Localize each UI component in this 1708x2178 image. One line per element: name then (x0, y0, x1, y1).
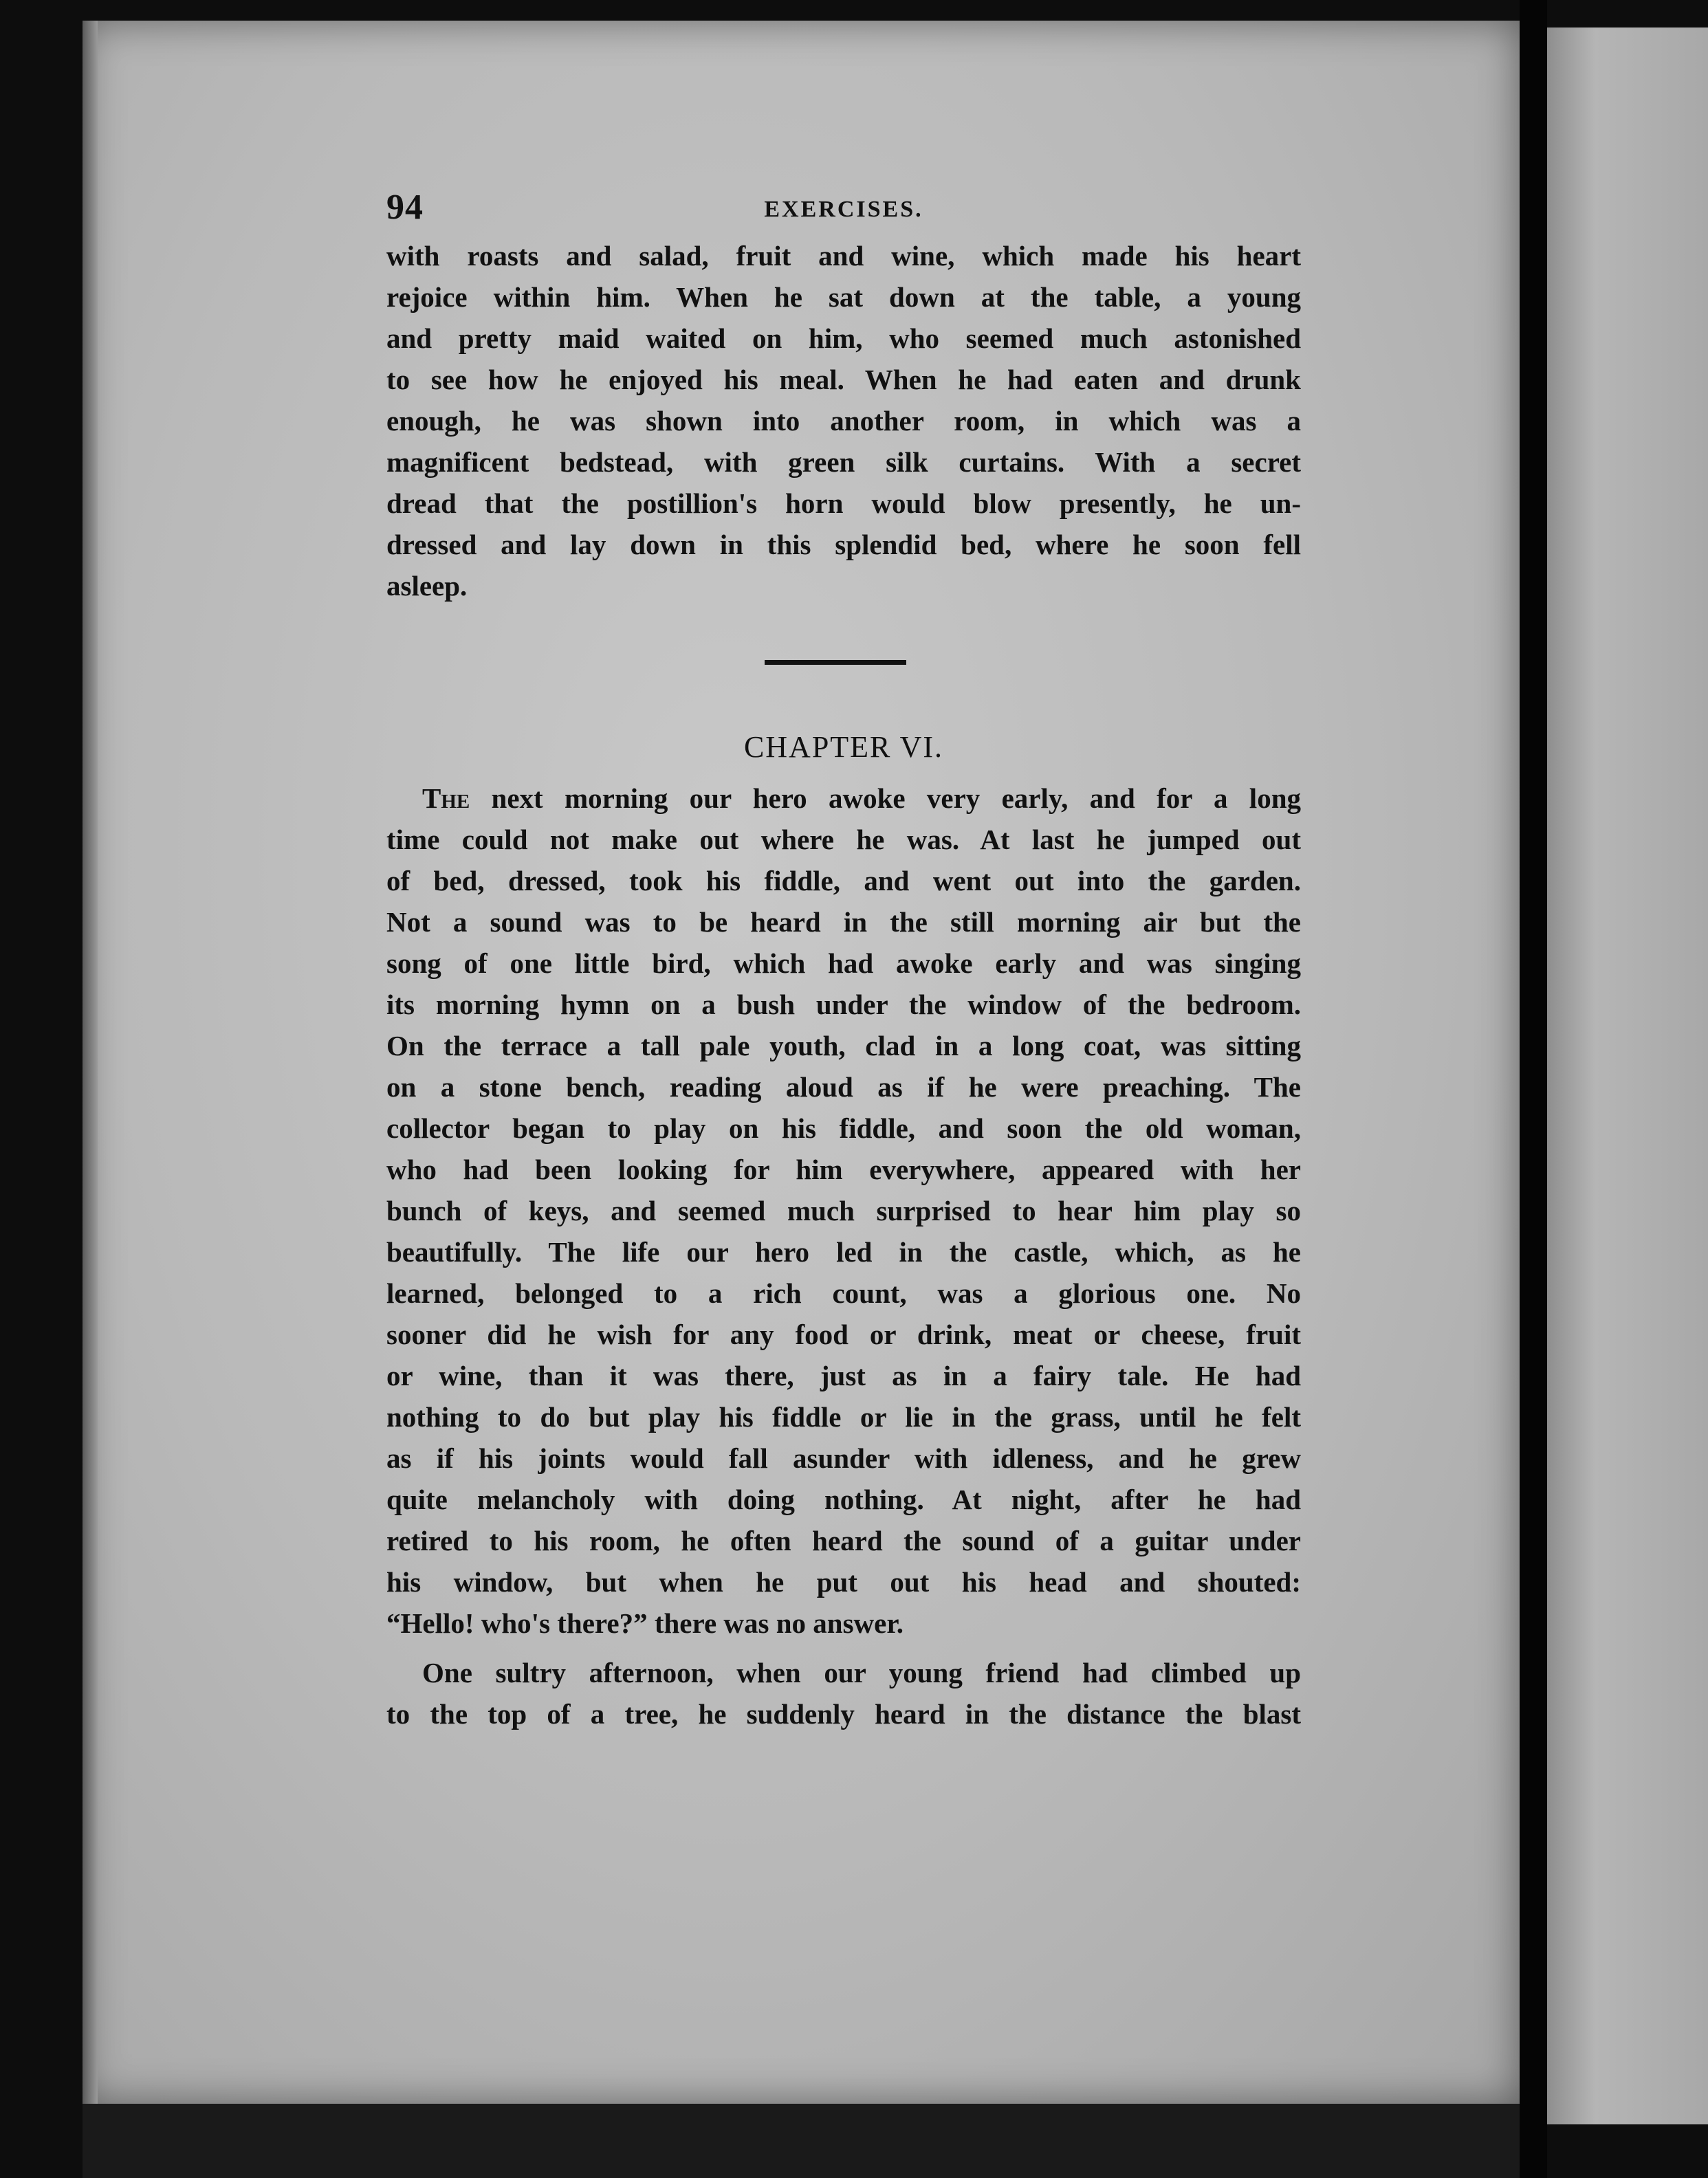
text-line: with roasts and salad, fruit and wine, which made his heart (386, 240, 1301, 272)
text-line: collector began to play on his fiddle, and soon the old woman, (386, 1112, 1301, 1144)
text-line: as if his joints would fall asunder with idleness, and he grew (386, 1442, 1301, 1474)
text-line: rejoice within him. When he sat down at the table, a young (386, 281, 1301, 313)
text-line: “Hello! who's there?” there was no answer. (386, 1607, 904, 1639)
text-line: retired to his room, he often heard the sound of a guitar under (386, 1525, 1301, 1556)
text-line: song of one little bird, which had awoke early and was singing (386, 947, 1301, 979)
text-line: to the top of a tree, he suddenly heard in the distance the blast (386, 1698, 1301, 1730)
page-left-shadow (83, 21, 98, 2104)
text-line: The next morning our hero awoke very early, and for a long (422, 782, 1301, 814)
text-line: On the terrace a tall pale youth, clad in a long coat, was sitting (386, 1030, 1301, 1062)
text-line: of bed, dressed, took his fiddle, and went out into the garden. (386, 865, 1301, 896)
text-line: learned, belonged to a rich count, was a glorious one. No (386, 1277, 1301, 1309)
text-line: or wine, than it was there, just as in a fairy tale. He had (386, 1360, 1301, 1392)
text-line: dressed and lay down in this splendid bed, where he soon fell (386, 529, 1301, 560)
adjacent-page-edge (1547, 28, 1708, 2124)
text-line: beautifully. The life our hero led in the castle, which, as he (386, 1236, 1301, 1268)
text-line: Not a sound was to be heard in the still morning air but the (386, 906, 1301, 938)
chapter-paragraph-2 (386, 1652, 1301, 1735)
text-line: its morning hymn on a bush under the window of the bedroom. (386, 989, 1301, 1020)
chapter-paragraph-1 (386, 778, 1301, 1644)
running-head (386, 187, 1301, 235)
text-line: who had been looking for him everywhere, appeared with her (386, 1154, 1301, 1185)
text-line: and pretty maid waited on him, who seemed much astonished (386, 322, 1301, 354)
text-line: nothing to do but play his fiddle or lie in the grass, until he felt (386, 1401, 1301, 1433)
page-number: 94 (386, 188, 424, 227)
page-text-block (386, 187, 1301, 1735)
text-line: sooner did he wish for any food or drink, meat or cheese, fruit (386, 1319, 1301, 1350)
drop-first-word: The (422, 782, 470, 814)
running-head-title: EXERCISES. (764, 197, 923, 222)
chapter-heading: CHAPTER VI. (743, 730, 944, 764)
continued-paragraph (386, 235, 1301, 606)
book-gutter (1520, 0, 1547, 2178)
text-line: on a stone bench, reading aloud as if he were preaching. The (386, 1071, 1301, 1103)
text-line: quite melancholy with doing nothing. At night, after he had (386, 1484, 1301, 1515)
text-line: bunch of keys, and seemed much surprised to hear him play so (386, 1195, 1301, 1226)
text-line: One sultry afternoon, when our young friend had climbed up (422, 1657, 1301, 1688)
section-divider-rule (765, 660, 906, 665)
text-line: to see how he enjoyed his meal. When he had eaten and drunk (386, 364, 1301, 395)
text-line: enough, he was shown into another room, in which was a (386, 405, 1301, 437)
text-line: his window, but when he put out his head and shouted: (386, 1566, 1301, 1598)
text-line: asleep. (386, 570, 468, 602)
text-line: dread that the postillion's horn would blow presently, he un- (386, 487, 1301, 519)
text-line: magnificent bedstead, with green silk curtains. With a secret (386, 446, 1301, 478)
scan-bottom-border (83, 2104, 1520, 2178)
text-line: time could not make out where he was. At last he jumped out (386, 824, 1301, 855)
